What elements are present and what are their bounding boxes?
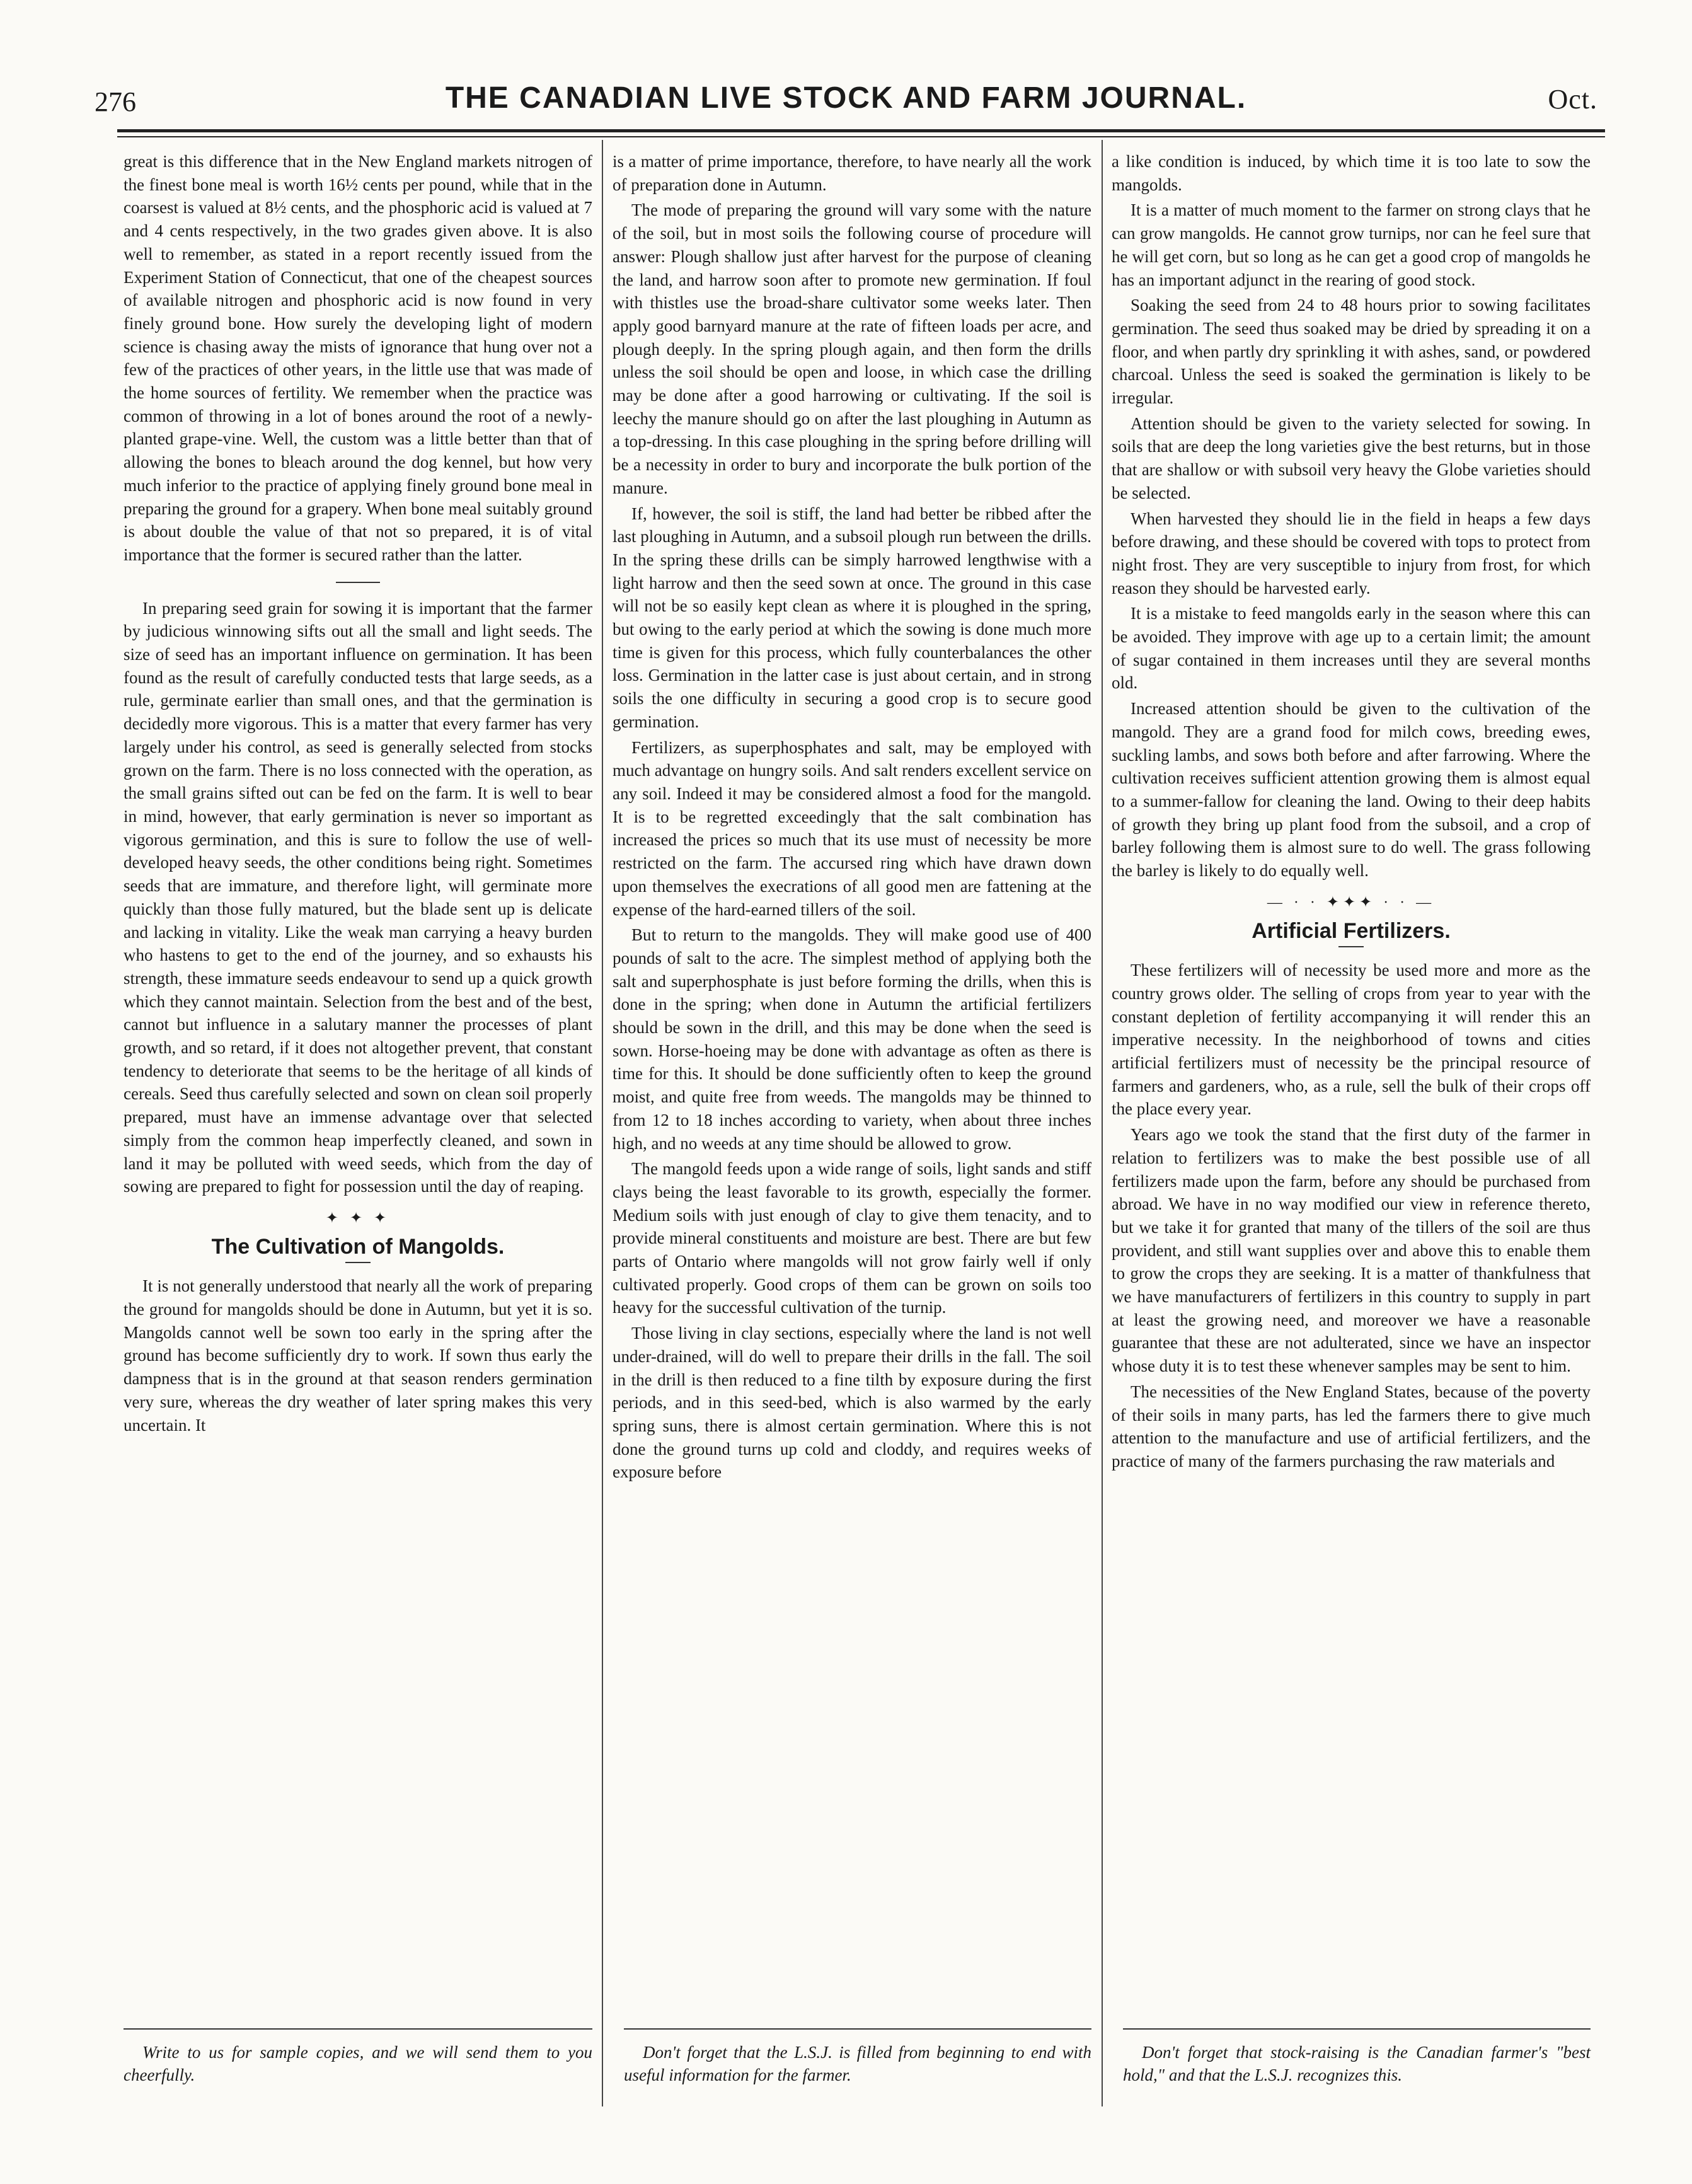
paragraph: If, however, the soil is stiff, the land had better be ribbed after the last ploughing in Autumn, and a subsoil plough run between the drills. In the spring these drills can be simply harrowed lengthwise with a light harrow and then the seed sown at once. The ground in this case will not be so easily kept clean as where it is ploughed in the spring, but owing to the early period at which the sowing is done much more time is given for this process, which fully counterbalances the other loss. Germination in the latter case is just about certain, and in strong soils the one difficulty in securing a good crop is to secure good germination. xyxy=(613,504,1091,731)
section-title: Artificial Fertilizers. xyxy=(1252,918,1451,943)
ornament: ✦ ✦ ✦ xyxy=(325,1210,391,1227)
paragraph: The mode of preparing the ground will vary some with the nature of the soil, but in most soils the following course of procedure will answer: Plough shallow just after harvest for the purpose of cleaning the land, and harrow soon after to promote new germination. If foul with thistles use the broad-share cultivator some weeks later. Then apply good barnyard manure at the rate of fifteen loads per acre, and plough deeply. In the spring plough again, and then form the drills unless the soil should be open and loose, in which case the drilling may be done after a good harrowing or cultivating. If the soil is leechy the manure should go on after the last ploughing in Autumn as a top-dressing. In this case ploughing in the spring before drilling will be a necessity in order to bury and incorporate the bulk portion of the manure. xyxy=(613,200,1091,497)
paragraph: a like condition is induced, by which time it is too late to sow the mangolds. xyxy=(1112,152,1591,194)
paragraph: Attention should be given to the variety selected for sowing. In soils that are deep the long varieties give the best returns, but in those that are shallow or with subsoil very heavy the Globe varieties should be selected. xyxy=(1112,413,1591,502)
column-1 xyxy=(124,150,592,2022)
paragraph: is a matter of prime importance, therefore, to have nearly all the work of preparation done in Autumn. xyxy=(613,152,1091,194)
column-2 xyxy=(613,150,1091,2022)
paragraph: The necessities of the New England States, because of the poverty of their soils in many parts, has led the farmers there to give much attention to the manufacture and use of artificial fertilizers, and the practice of many of the farmers purchasing the raw materials and xyxy=(1112,1382,1591,1470)
footer-rule xyxy=(1123,2028,1591,2030)
paragraph: The mangold feeds upon a wide range of soils, light sands and stiff clays being the least favorable to its growth, especially the former. Medium soils with just enough of clay to give them tenacity, and to provide mineral constituents and moisture are best. There are but few parts of Ontario where mangolds will not grow fairly well if only cultivated properly. Good crops of them can be grown on soils too heavy for the successful cultivation of the turnip. xyxy=(613,1159,1091,1317)
paragraph: Soaking the seed from 24 to 48 hours prior to sowing facilitates germination. The seed thus soaked may be dried by spreading it on a floor, and when partly dry sprinkling it with ashes, sand, or powdered charcoal. Unless the seed is soaked the germination is likely to be irregular. xyxy=(1112,296,1591,408)
footer-rule xyxy=(124,2028,592,2030)
section-separator xyxy=(336,582,380,583)
header-rule xyxy=(117,129,1605,132)
paragraph: It is a matter of much moment to the farmer on strong clays that he can grow mangolds. He cannot grow turnips, nor can he feel sure that he will get corn, but so long as he can get a good crop of mangolds he has an important adjunct in the rearing of good stock. xyxy=(1112,200,1591,289)
footer-notice: Write to us for sample copies, and we will send them to you cheerfully. xyxy=(124,2043,592,2084)
footer-rule xyxy=(624,2028,1091,2030)
paragraph: But to return to the mangolds. They will make good use of 400 pounds of salt to the acre. The simplest method of applying both the salt and superphosphate is just before forming the drills, when this is done in the spring; when done in Autumn the artificial fertilizers should be sown in the drill, and this may be done when the seed is sown. Horse-hoeing may be done with advantage as often as there is time for this. It should be done sufficiently often to keep the ground moist, and quite free from weeds. The mangolds may be thinned to from 12 to 18 inches according to variety, when about three inches high, and no weeds at any time should be allowed to grow. xyxy=(613,925,1091,1153)
journal-title: THE CANADIAN LIVE STOCK AND FARM JOURNAL. xyxy=(445,81,1247,115)
paragraph: These fertilizers will of necessity be used more and more as the country grows older. The selling of crops from year to year with the constant depletion of fertility accompanying it will render this an imperative necessity. In the neighborhood of towns and cities artificial fertilizers must of necessity be the principal resource of farmers and gardeners, who, as a rule, sell the bulk of their crops off the place every year. xyxy=(1112,961,1591,1119)
paragraph: great is this difference that in the New England markets nitrogen of the finest bone meal is worth 16½ cents per pound, while that in the coarsest is valued at 8½ cents, and the phosphoric acid is valued at 7 and 4 cents respectively, in the two grades given above. It is also well to remember, as stated in a report recently issued from the Experiment Station of Connecticut, that one of the cheapest sources of available nitrogen and phosphoric acid is now found in very finely ground bone. How surely the developing light of modern science is chasing away the mists of ignorance that hung over not a few of the practices of other years, in the little use that was made of the home sources of fertility. We remember when the practice was common of throwing in a lot of bones around the root of a newly-planted grape-vine. Well, the custom was a little better than that of allowing the bones to bleach around the dog kennel, but how very much inferior to the practice of applying finely ground bone meal in preparing the ground for a grapery. When bone meal suitably ground is about double the value of that not so prepared, it is of vital importance that the former is secured rather than the latter. xyxy=(124,152,592,564)
paragraph: In preparing seed grain for sowing it is important that the farmer by judicious winnowing sifts out all the small and light seeds. The size of seed has an important influence on germination. It has been found as the result of carefully conducted tests that large seeds, as a rule, germinate earlier than small ones, and that the germination is decidedly more vigorous. This is a matter that every farmer has very largely under his control, as seed is generally selected from stocks grown on the farm. There is no loss connected with the operation, as the small grains sifted out can be fed on the farm. It is well to bear in mind, however, that early germination is never so important as vigorous germination, and this is sure to follow the use of well-developed heavy seeds, the other conditions being right. Sometimes seeds that are immature, and therefore light, will germinate more quickly than those fully matured, but the blade sent up is delicate and lacking in vitality. Like the weak man carrying a heavy burden who hastens to get to the end of the journey, and so exhausts his strength, these immature seeds endeavour to send up a quick growth which they cannot maintain. Selection from the best and of the best, cannot but influence in a salutary manner the processes of plant growth, and so retard, if it does not altogether prevent, that constant tendency to deteriorate that seems to be the heritage of all kinds of cereals. Seed thus carefully selected and sown on clean soil properly prepared, must have an immense advantage over that selected simply from the common heap imperfectly cleaned, and sown in land it may be polluted with weed seeds, which from the day of sowing are prepared to fight for possession until the day of reaping. xyxy=(124,598,592,1196)
footer-notice: Don't forget that the L.S.J. is filled from beginning to end with useful information for the farmer. xyxy=(624,2043,1091,2084)
column-3 xyxy=(1112,150,1591,2022)
paragraph: Years ago we took the stand that the first duty of the farmer in relation to fertilizers was to make the best possible use of all fertilizers made upon the farm, before any should be purchased from abroad. We have in no way modified our view in reference thereto, but we take it for granted that many of the tillers of the soil are thus provident, and still want supplies over and above this to enable them to grow the crops they are seeking. It is a matter of thankfulness that we have manufacturers of fertilizers in this country to supply in part at least the growing need, and moreover we have a reasonable guarantee that these are not adulterated, since we have an inspector whose duty it is to test these whenever samples may be sent to him. xyxy=(1112,1125,1591,1376)
header-rule-thin xyxy=(117,136,1605,137)
title-dash xyxy=(345,1262,371,1263)
column-divider xyxy=(1102,140,1103,2106)
column-divider xyxy=(602,140,603,2106)
issue-month: Oct. xyxy=(1548,84,1597,115)
ornament: — · · ✦✦✦ · · — xyxy=(1267,894,1436,911)
page-number: 276 xyxy=(95,86,136,117)
paragraph: Fertilizers, as superphosphates and salt, may be employed with much advantage on hungry soils. And salt renders excellent service on any soil. Indeed it may be considered almost a food for the mangold. It is to be regretted exceedingly that the salt combination has increased the prices so much that its use must of necessity be more restricted on the farm. The accursed ring which have drawn down upon themselves the execrations of all good men are fattening at the expense of the hard-earned tillers of the soil. xyxy=(613,737,1091,919)
paragraph: It is not generally understood that nearly all the work of preparing the ground for mangolds should be done in Autumn, but yet it is so. Mangolds cannot well be sown too early in the spring after the ground has become sufficiently dry to work. If sown thus early the dampness that is in the ground at that season renders germination very sure, whereas the dry weather of later spring makes this very uncertain. It xyxy=(124,1276,592,1435)
paragraph: Those living in clay sections, especially where the land is not well under-drained, will do well to prepare their drills in the fall. The soil in the drill is then reduced to a fine tilth by exposure during the first periods, and in this seed-bed, which is also warmed by the early spring suns, there is almost certain germination. Where this is not done the ground turns up cold and cloddy, and requires weeks of exposure before xyxy=(613,1324,1091,1482)
paragraph: When harvested they should lie in the field in heaps a few days before drawing, and these should be covered with tops to protect from night frost. They are very susceptible to injury from frost, for which reason they should be harvested early. xyxy=(1112,509,1591,598)
paragraph: Increased attention should be given to the cultivation of the mangold. They are a grand food for milch cows, breeding ewes, suckling lambs, and sows both before and after farrowing. Where the cultivation receives sufficient attention growing them is almost equal to a summer-fallow for cleaning the land. Owing to their deep habits of growth they bring up plant food from the subsoil, and a crop of barley following them is almost sure to do well. The grass following the barley is likely to do equally well. xyxy=(1112,699,1591,881)
paragraph: It is a mistake to feed mangolds early in the season where this can be avoided. They improve with age up to a certain limit; the amount of sugar contained in them increases until they are several months old. xyxy=(1112,604,1591,693)
page-header xyxy=(95,74,1597,127)
footer-notice: Don't forget that stock-raising is the Canadian farmer's "best hold," and that the L.S.J. recognizes this. xyxy=(1123,2043,1591,2084)
section-title: The Cultivation of Mangolds. xyxy=(211,1234,505,1259)
title-dash xyxy=(1338,946,1364,947)
